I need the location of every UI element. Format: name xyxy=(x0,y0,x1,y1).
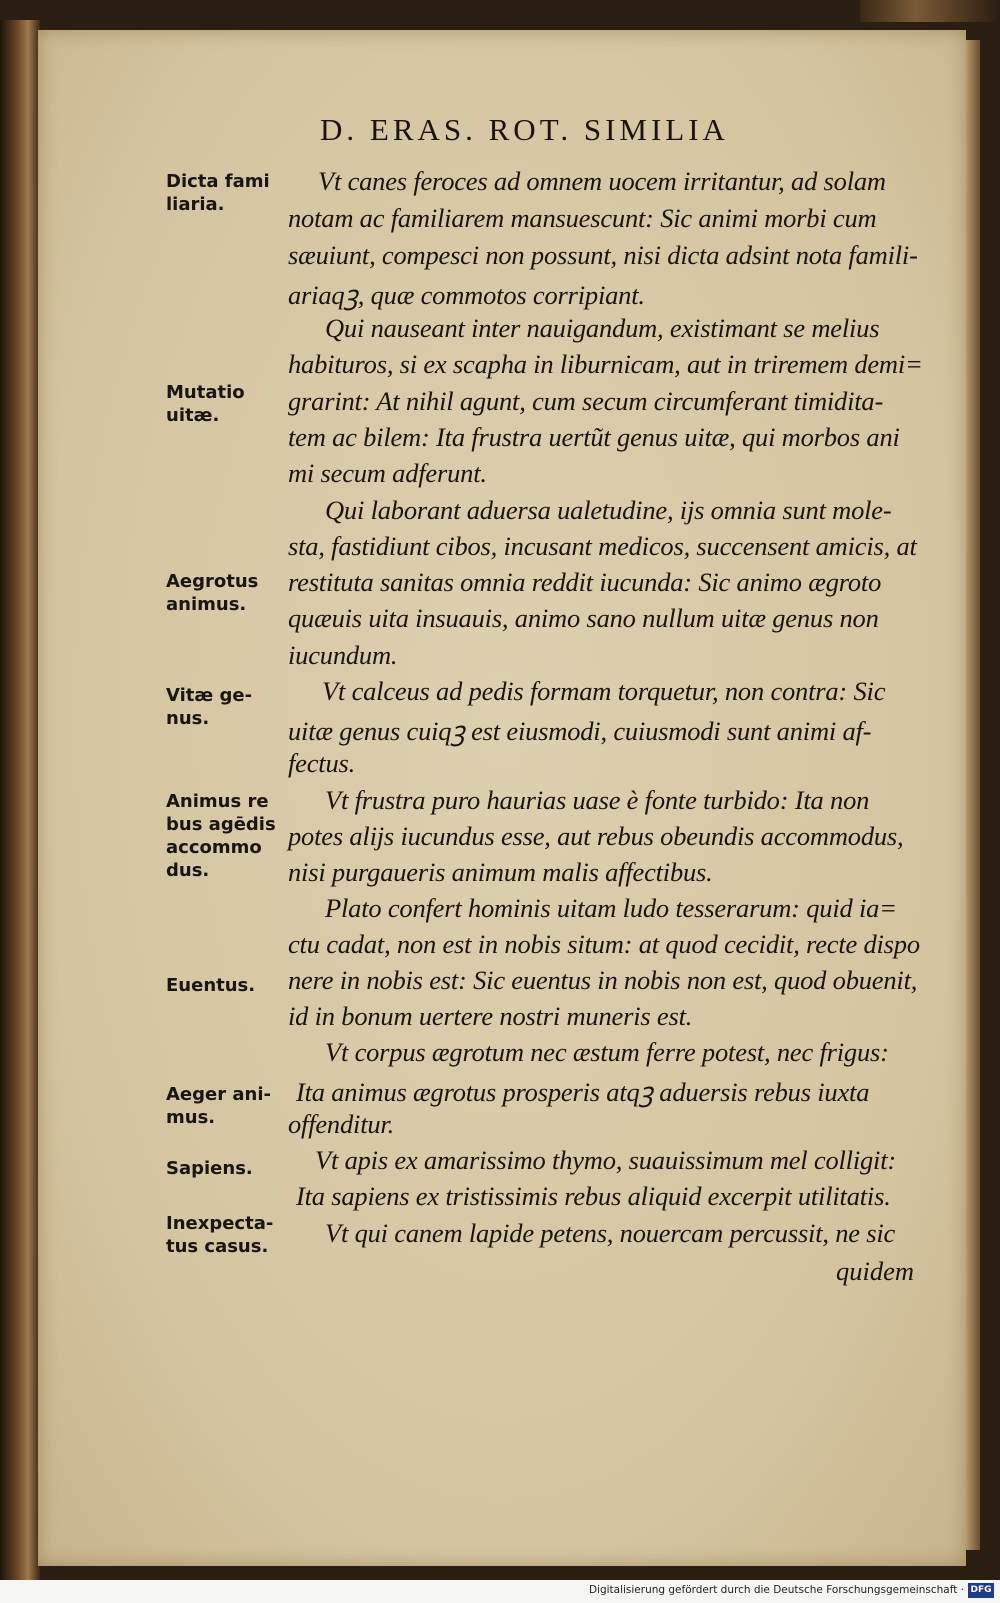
text-line: Ita animus ægrotus prosperis atqꝫ aduersis rebus iuxta xyxy=(296,1077,870,1107)
text-line: Ita sapiens ex tristissimis rebus aliquid excerpit utilitatis. xyxy=(296,1181,891,1211)
running-head: D. ERAS. ROT. SIMILIA xyxy=(320,112,729,147)
text-line: restituta sanitas omnia reddit iucunda: Sic animo ægroto xyxy=(288,567,882,597)
text-line: Vt calceus ad pedis formam torquetur, non contra: Sic xyxy=(322,676,886,706)
text-line: potes alijs iucundus esse, aut rebus obeundis accommodus, xyxy=(288,821,904,851)
margin-note: Euentus. xyxy=(166,975,256,996)
text-line: iucundum. xyxy=(288,640,398,670)
text-line: Qui nauseant inter nauigandum, existimant se melius xyxy=(325,313,880,343)
text-line: uitæ genus cuiqꝫ est eiusmodi, cuiusmodi sunt animi af- xyxy=(288,716,872,746)
text-line: nisi purgaueris animum malis affectibus. xyxy=(288,857,713,887)
text-line: ariaqꝫ, quæ commotos corripiant. xyxy=(288,280,645,310)
text-line: offenditur. xyxy=(288,1109,395,1139)
margin-note: Sapiens. xyxy=(166,1158,253,1179)
text-line: Vt qui canem lapide petens, nouercam percussit, ne sic xyxy=(325,1218,896,1248)
text-line: Vt apis ex amarissimo thymo, suauissimum mel colligit: xyxy=(315,1145,896,1175)
margin-note: Vitæ ge- nus. xyxy=(166,685,253,729)
margin-note: Aeger ani- mus. xyxy=(166,1084,271,1128)
margin-note: Inexpecta- tus casus. xyxy=(166,1213,274,1257)
text-line: Vt corpus ægrotum nec æstum ferre potest, nec frigus: xyxy=(325,1037,889,1067)
book-cover-edge xyxy=(0,20,40,1580)
text-line: Vt frustra puro haurias uase è fonte turbido: Ita non xyxy=(325,785,870,815)
text-line: sta, fastidiunt cibos, incusant medicos, succensent amicis, at xyxy=(288,531,917,561)
text-line: id in bonum uertere nostri muneris est. xyxy=(288,1001,693,1031)
digitization-footer xyxy=(0,1580,1000,1603)
text-line: sæuiunt, compesci non possunt, nisi dicta adsint nota famili- xyxy=(288,240,918,270)
text-line: Qui laborant aduersa ualetudine, ijs omnia sunt mole- xyxy=(325,495,892,525)
text-line: tem ac bilem: Ita frustra uertũt genus uitæ, qui morbos ani xyxy=(288,422,900,452)
margin-note: Mutatio uitæ. xyxy=(166,382,245,426)
text-line: ctu cadat, non est in nobis situm: at quod cecidit, recte dispo xyxy=(288,929,920,959)
text-line: grarint: At nihil agunt, cum secum circumferant timidita- xyxy=(288,386,884,416)
dfg-logo: DFG xyxy=(968,1583,994,1598)
text-line: nere in nobis est: Sic euentus in nobis non est, quod obuenit, xyxy=(288,965,918,995)
text-line: mi secum adferunt. xyxy=(288,458,487,488)
catchword: quidem xyxy=(836,1256,915,1286)
text-line: notam ac familiarem mansuescunt: Sic animi morbi cum xyxy=(288,203,877,233)
book-cover-corner xyxy=(860,0,1000,22)
margin-note: Animus re bus agēdis accommo dus. xyxy=(166,791,276,881)
footer-credit: Digitalisierung gefördert durch die Deutsche Forschungsgemeinschaft · xyxy=(588,1584,964,1596)
margin-note: Dicta fami liaria. xyxy=(166,171,270,215)
text-line: Vt canes feroces ad omnem uocem irritantur, ad solam xyxy=(318,166,886,196)
text-line: fectus. xyxy=(288,748,356,778)
text-line: quæuis uita insuauis, animo sano nullum uitæ genus non xyxy=(288,603,879,633)
text-line: habituros, si ex scapha in liburnicam, aut in triremem demi= xyxy=(288,349,923,379)
margin-note: Aegrotus animus. xyxy=(166,571,259,615)
page-gutter xyxy=(966,40,980,1550)
text-line: Plato confert hominis uitam ludo tesserarum: quid ia= xyxy=(325,893,897,923)
